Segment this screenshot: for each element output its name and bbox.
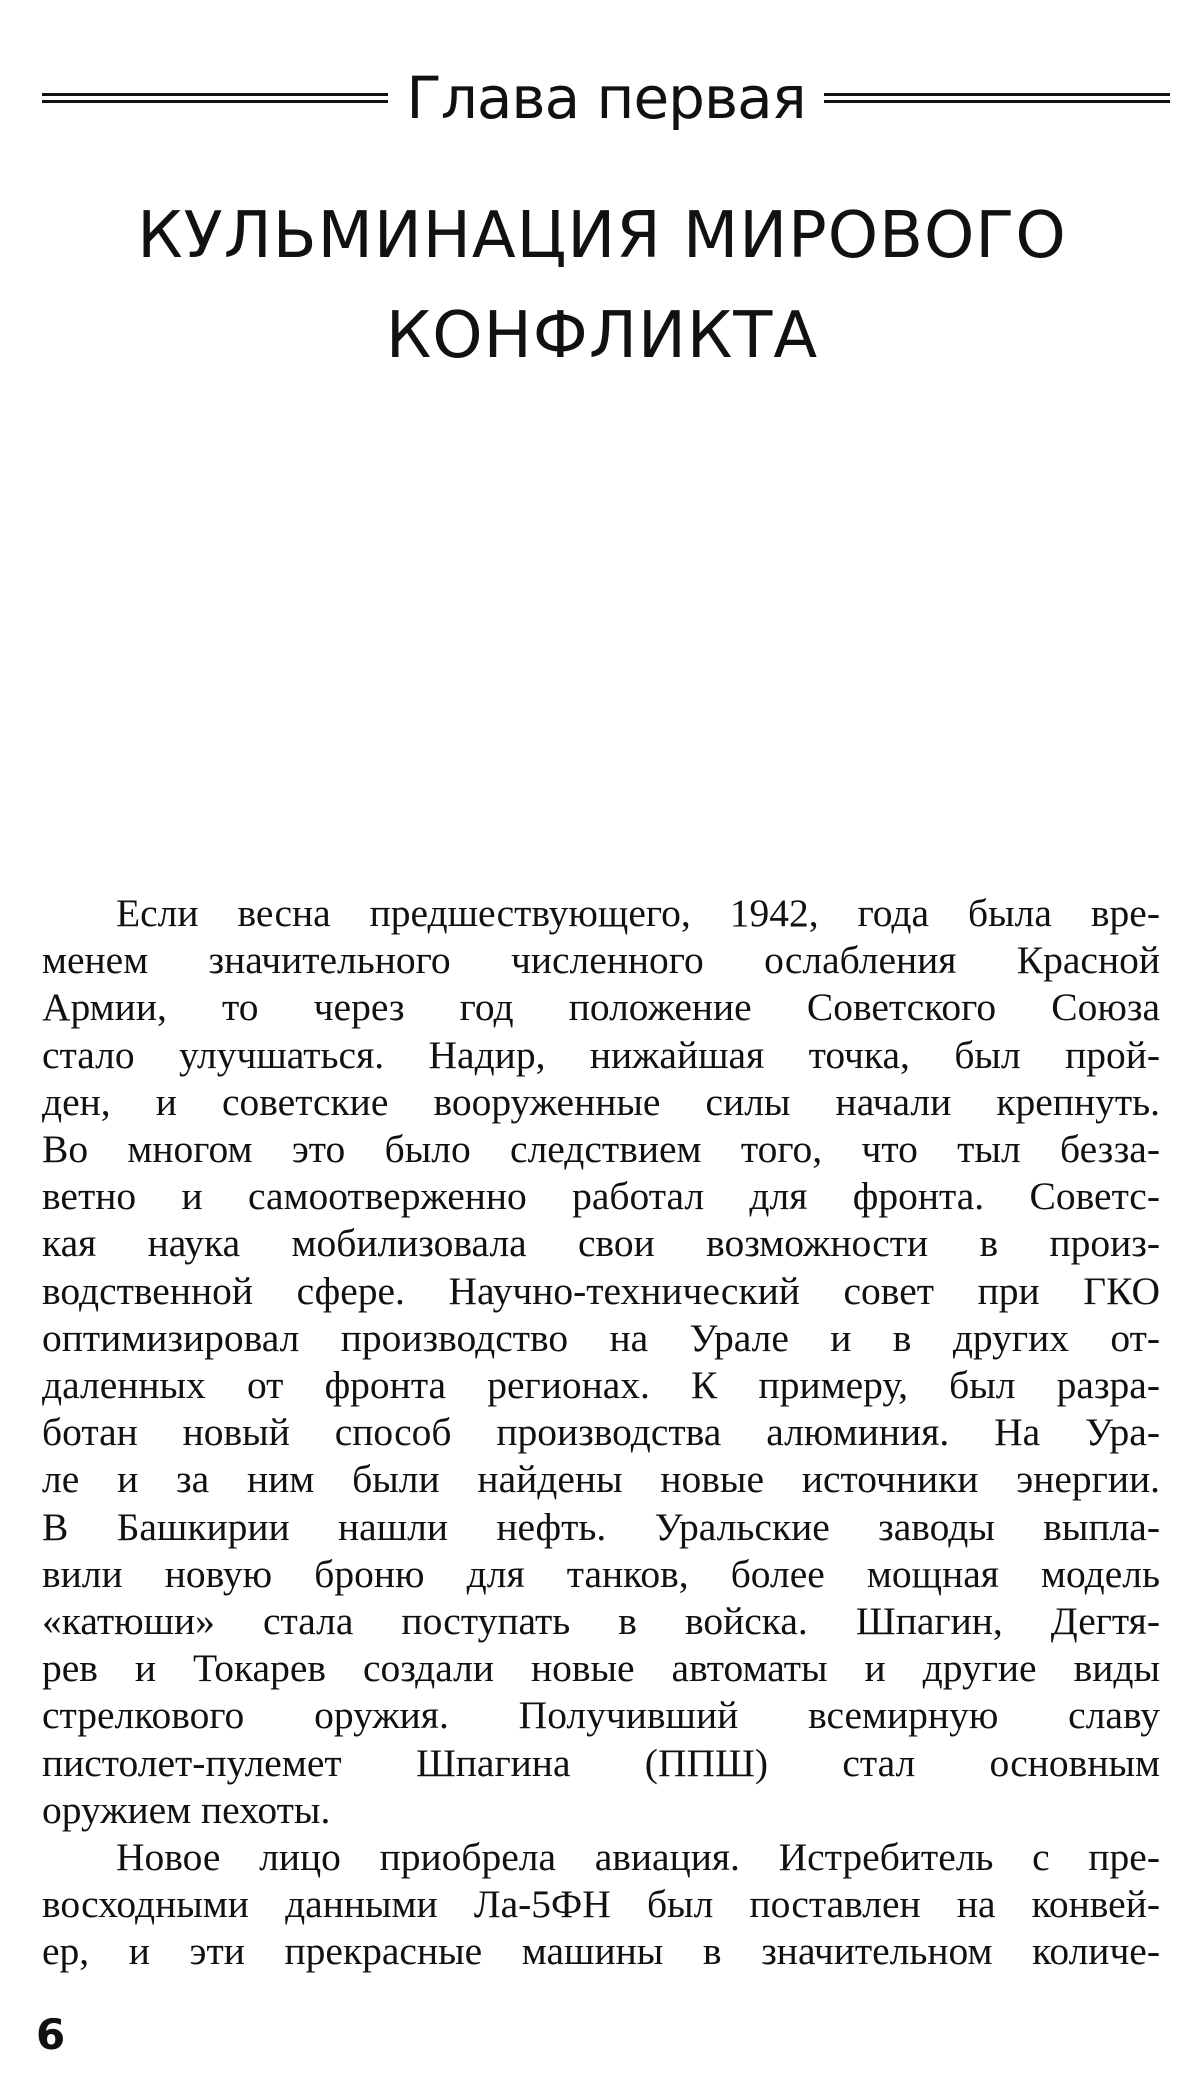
text-line: менем значительного численного ослабления Красной (42, 938, 1160, 983)
text-line: восходными данными Ла-5ФН был поставлен на конвей- (42, 1882, 1160, 1927)
text-line: Если весна предшествующего, 1942, года была вре- (116, 891, 1160, 935)
header-rule-left (42, 91, 388, 105)
text-line: водственной сфере. Научно-технический совет при ГКО (42, 1268, 1160, 1313)
text-line: ботан новый способ производства алюминия. На Ура- (42, 1410, 1160, 1455)
text-line: Новое лицо приобрела авиация. Истребитель с пре- (116, 1835, 1160, 1880)
text-line: стало улучшаться. Надир, нижайшая точка, был прой- (42, 1032, 1160, 1077)
chapter-title (80, 186, 1124, 386)
text-line: В Башкирии нашли нефть. Уральские заводы выпла- (42, 1504, 1160, 1549)
page-number: 6 (36, 2010, 66, 2059)
text-line: кая наука мобилизовала свои возможности в произ- (42, 1221, 1160, 1266)
chapter-title-line: КУЛЬМИНАЦИЯ МИРОВОГО (137, 199, 1067, 273)
chapter-label: Глава первая (406, 64, 806, 132)
chapter-header (42, 48, 1170, 148)
paragraph (42, 890, 1160, 1834)
text-line: вили новую броню для танков, более мощная модель (42, 1551, 1160, 1596)
chapter-title-line: КОНФЛИКТА (385, 299, 819, 373)
body-text (42, 890, 1160, 1976)
text-line: «катюши» стала поступать в войска. Шпагин, Дегтя- (42, 1599, 1160, 1644)
text-line: ден, и советские вооруженные силы начали крепнуть. (42, 1079, 1160, 1124)
text-line: пистолет-пулемет Шпагина (ППШ) стал основным (42, 1740, 1160, 1785)
text-line: стрелкового оружия. Получивший всемирную славу (42, 1693, 1160, 1738)
text-line: рев и Токарев создали новые автоматы и другие виды (42, 1646, 1160, 1691)
text-line: ер, и эти прекрасные машины в значительном количе- (42, 1929, 1160, 1974)
text-line: ветно и самоотверженно работал для фронта. Советс- (42, 1174, 1160, 1219)
text-line: даленных от фронта регионах. К примеру, был разра- (42, 1363, 1160, 1408)
text-line: Армии, то через год положение Советского Союза (42, 985, 1160, 1030)
paragraph (42, 1834, 1160, 1976)
text-line: оружием пехоты. (42, 1787, 331, 1832)
text-line: ле и за ним были найдены новые источники энергии. (42, 1457, 1160, 1502)
text-line: Во многом это было следствием того, что тыл безза- (42, 1127, 1160, 1172)
header-rule-right (824, 91, 1170, 105)
text-line: оптимизировал производство на Урале и в других от- (42, 1315, 1160, 1360)
